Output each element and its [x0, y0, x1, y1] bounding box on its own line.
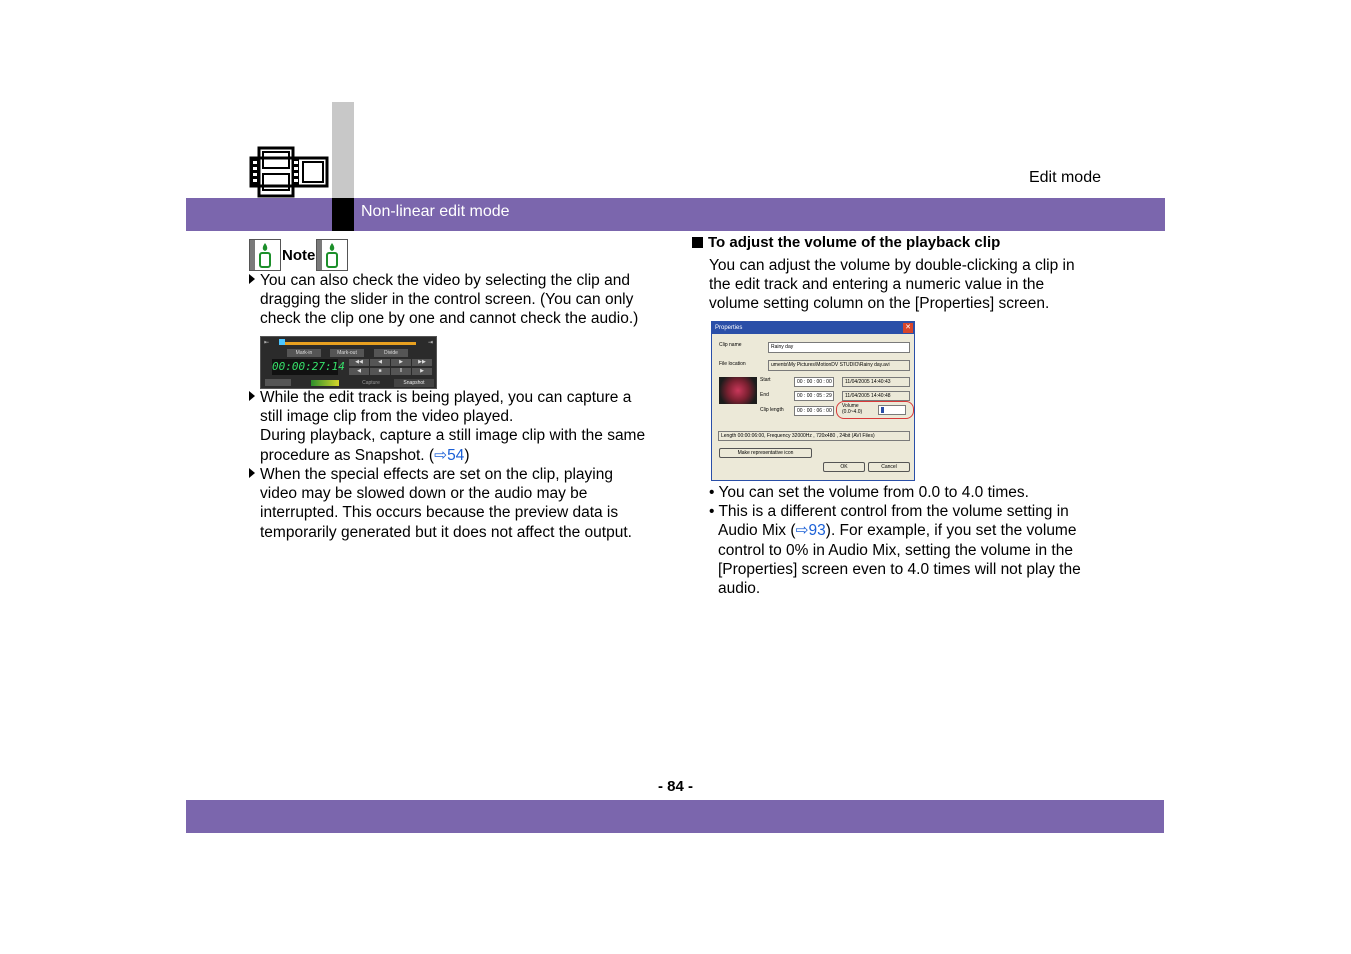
list-item: • This is a different control from the volume setting in: [709, 503, 1069, 521]
ok-button: OK: [823, 462, 865, 472]
list-item: • You can set the volume from 0.0 to 4.0 times.: [709, 484, 1029, 501]
mark-in-button: Mark-in: [287, 349, 321, 357]
dialog-title: Properties: [712, 322, 914, 334]
film-strip-icon: [249, 146, 329, 203]
note-item-2: While the edit track is being played, you can capture a still image clip from the video played. During playback, capture a still image clip with the same procedure as Snapshot. (⇨54): [249, 388, 645, 465]
arrow-right-icon: ⇨: [434, 446, 448, 464]
properties-dialog-image: Properties ✕ Clip name Rainy day File location uments\My Pictures\MotionDV STUDIO\Rainy day.avi Start 00 : 00 : 00 : 00 11/04/2005 14:40:43 End 00 : 00 : 05 : 29 11/04/2005 14:40:48 Clip length 00 : 00 : 06 : 00 Volume (0.0~4.0) Length 00:00:06:00, Frequency 32000Hz , 720x480 , 24bit (AVI Files) Make representative icon OK Cancel: [711, 321, 915, 481]
close-icon: ✕: [903, 323, 913, 333]
cancel-button: Cancel: [868, 462, 910, 472]
volume-bullets: • You can set the volume from 0.0 to 4.0 times. • This is a different control from the volume setting in Audio Mix (⇨93). For example, if you set the volume control to 0% in Audio Mix, setting the volume in the [Properties] screen even to 4.0 times will not play the audio.: [709, 484, 1081, 598]
clip-thumbnail: [719, 377, 757, 404]
page-title: Non-linear edit mode: [361, 203, 510, 220]
volume-heading: To adjust the volume of the playback clip: [692, 234, 1000, 251]
note-candle-icon: [316, 239, 348, 271]
bullet-arrow-icon: [249, 468, 255, 478]
make-icon-button: Make representative icon: [719, 448, 812, 458]
snapshot-button: Snapshot: [394, 379, 434, 387]
note-item-1: You can also check the video by selecting the clip and dragging the slider in the control screen. (You can only check the clip one by one and cannot check the audio.): [249, 271, 638, 329]
clip-name-field: Rainy day: [768, 342, 910, 353]
divide-button: Divide: [374, 349, 408, 357]
note-label: Note: [282, 246, 316, 264]
page-link-93[interactable]: ⇨93: [795, 522, 826, 540]
volume-intro: You can adjust the volume by double-clicking a clip in the edit track and entering a numeric value in the volume setting column on the [Properties] screen.: [709, 257, 1075, 313]
note-heading: [249, 239, 348, 271]
bullet-arrow-icon: [249, 391, 255, 401]
section-label: Edit mode: [1028, 169, 1101, 186]
arrow-right-icon: ⇨: [795, 522, 809, 540]
volume-input: [878, 405, 906, 415]
header-black-tab: [332, 198, 354, 231]
square-bullet-icon: [692, 237, 703, 248]
timecode-display: 00:00:27:14: [272, 360, 345, 373]
file-location-field: uments\My Pictures\MotionDV STUDIO\Rainy day.avi: [768, 360, 910, 371]
mark-out-button: Mark-out: [330, 349, 364, 357]
footer-band: [186, 800, 1164, 833]
note-item-3: When the special effects are set on the clip, playing video may be slowed down or the audio may be interrupted. This occurs because the preview data is temporarily generated but it does not affect the output.: [249, 465, 632, 542]
page-number: - 84 -: [657, 778, 693, 795]
header-gray-tab: [332, 102, 354, 198]
control-screen-image: ⇤ ⇥ Mark-in Mark-out Divide 00:00:27:14 ◀◀ ◀ ▶ ▶▶ ◀ ■ II ▶ Capture Snapshot: [260, 336, 437, 389]
page-link-54[interactable]: ⇨54: [434, 446, 465, 464]
volume-label: Volume (0.0~4.0): [842, 403, 863, 415]
note-candle-icon: [249, 239, 281, 271]
capture-button: Capture: [362, 380, 380, 386]
bullet-arrow-icon: [249, 274, 255, 284]
